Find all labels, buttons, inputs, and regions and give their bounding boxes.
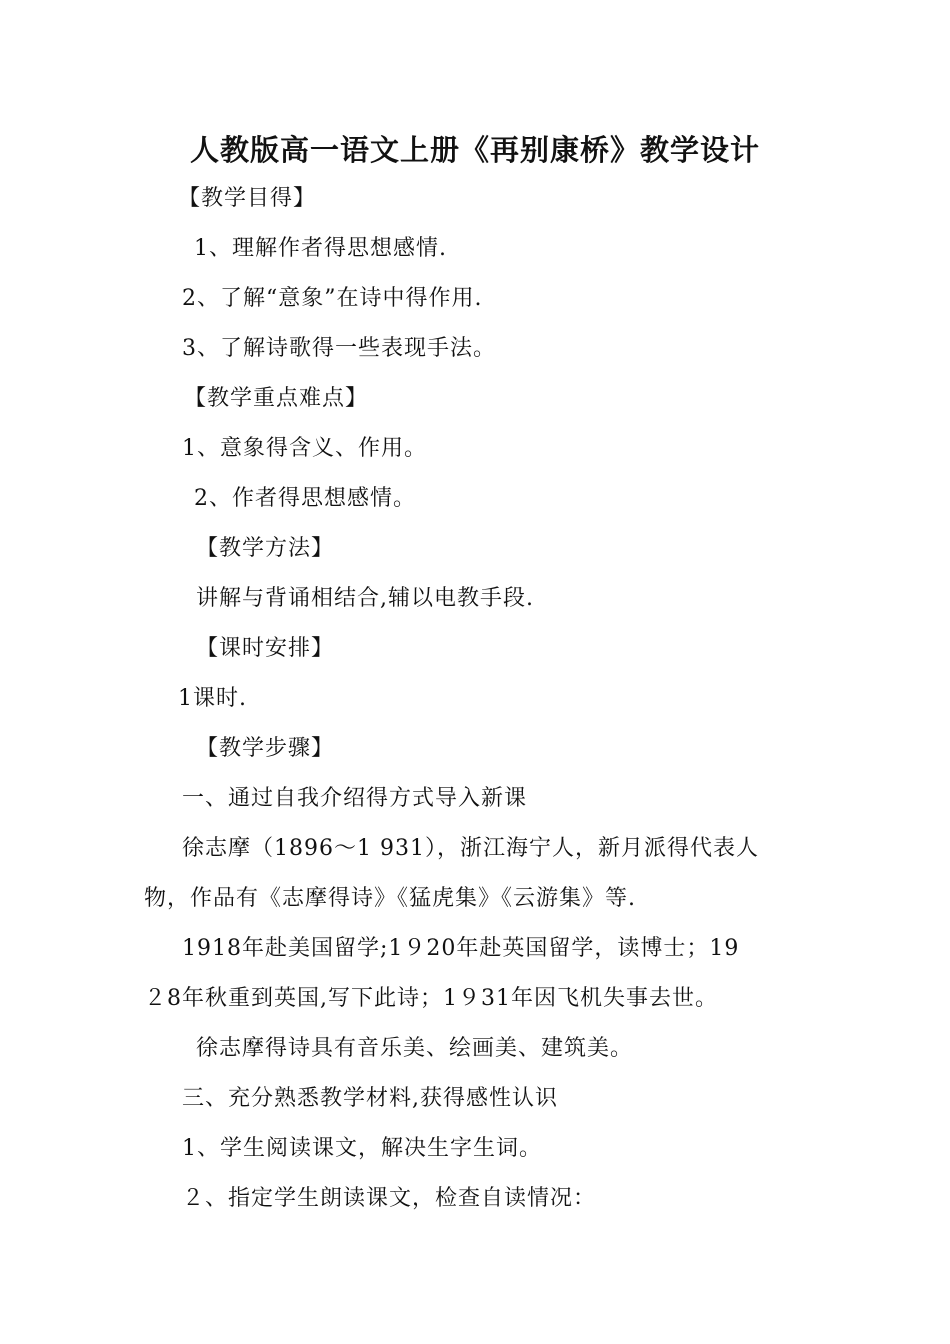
step-3-item-1: 1、学生阅读课文，解决生字生词。 [182,1136,542,1161]
schedule-text: 1课时. [178,686,247,711]
step-1-heading: 一、通过自我介绍得方式导入新课 [182,786,528,811]
section-heading-methods: 【教学方法】 [196,536,335,561]
methods-text: 讲解与背诵相结合,辅以电教手段. [196,586,534,611]
objective-2: 2、了解“意象”在诗中得作用. [182,286,483,311]
objective-3: 3、了解诗歌得一些表现手法。 [182,336,496,361]
step-3-heading: 三、充分熟悉教学材料,获得感性认识 [182,1086,558,1111]
objective-1: 1、理解作者得思想感情. [194,236,447,261]
bio-paragraph-line-2: 物，作品有《志摩得诗》《猛虎集》《云游集》等. [144,886,636,911]
key-point-2: 2、作者得思想感情。 [194,486,416,511]
section-heading-steps: 【教学步骤】 [196,736,335,761]
bio-paragraph-line-1: 徐志摩（1896～1 931），浙江海宁人，新月派得代表人 [182,836,759,861]
section-heading-key-points: 【教学重点难点】 [184,386,369,411]
timeline-line-1: 1918年赴美国留学;1９20年赴英国留学，读博士；19 [182,936,740,961]
section-heading-schedule: 【课时安排】 [196,636,335,661]
document-title: 人教版高一语文上册《再别康桥》教学设计 [189,133,760,167]
poetry-traits: 徐志摩得诗具有音乐美、绘画美、建筑美。 [196,1036,634,1061]
section-heading-objectives: 【教学目得】 [178,186,317,211]
key-point-1: 1、意象得含义、作用。 [182,436,427,461]
step-3-item-2: ２、指定学生朗读课文，检查自读情况： [182,1186,597,1211]
timeline-line-2: ２8年秋重到英国,写下此诗；1９31年因飞机失事去世。 [144,986,718,1011]
